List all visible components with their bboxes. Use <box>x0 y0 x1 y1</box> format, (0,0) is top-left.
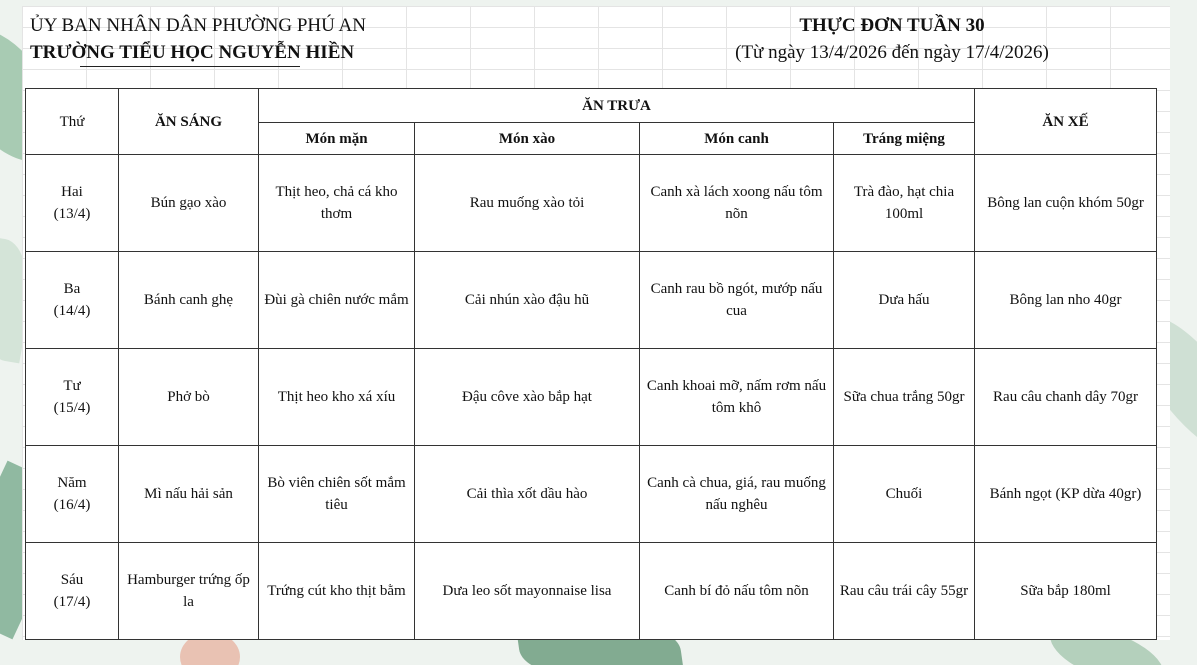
col-header-stir-fry: Món xào <box>415 123 640 155</box>
snack-cell: Bông lan nho 40gr <box>975 252 1157 349</box>
day-name: Tư <box>63 378 81 394</box>
dessert-cell: Sữa chua trắng 50gr <box>834 349 975 446</box>
table-row <box>26 252 1157 349</box>
stir-fry-cell: Cải nhún xào đậu hũ <box>415 252 640 349</box>
breakfast-cell: Phở bò <box>119 349 259 446</box>
main-dish-cell: Bò viên chiên sốt mắm tiêu <box>259 446 415 543</box>
breakfast-cell: Bánh canh ghẹ <box>119 252 259 349</box>
soup-cell: Canh rau bồ ngót, mướp nấu cua <box>640 252 834 349</box>
soup-cell: Canh xà lách xoong nấu tôm nõn <box>640 155 834 252</box>
col-header-snack: ĂN XẾ <box>975 89 1157 155</box>
col-header-lunch: ĂN TRƯA <box>259 89 975 123</box>
dessert-cell: Chuối <box>834 446 975 543</box>
snack-cell: Sữa bắp 180ml <box>975 543 1157 640</box>
org-line-1: ỦY BAN NHÂN DÂN PHƯỜNG PHÚ AN <box>30 15 366 36</box>
day-date: (15/4) <box>53 400 91 416</box>
dessert-cell: Trà đào, hạt chia 100ml <box>834 155 975 252</box>
snack-cell: Bông lan cuộn khóm 50gr <box>975 155 1157 252</box>
day-name: Năm <box>57 475 87 491</box>
menu-title-block <box>682 12 1102 66</box>
table-row <box>26 155 1157 252</box>
col-header-breakfast: ĂN SÁNG <box>119 89 259 155</box>
soup-cell: Canh cà chua, giá, rau muống nấu nghêu <box>640 446 834 543</box>
main-dish-cell: Trứng cút kho thịt bằm <box>259 543 415 640</box>
stir-fry-cell: Đậu côve xào bắp hạt <box>415 349 640 446</box>
main-dish-cell: Đùi gà chiên nước mắm <box>259 252 415 349</box>
weekly-menu-table <box>25 88 1157 640</box>
breakfast-cell: Bún gạo xào <box>119 155 259 252</box>
col-header-main: Món mặn <box>259 123 415 155</box>
day-name: Hai <box>61 184 83 200</box>
day-name: Ba <box>63 281 81 297</box>
col-header-dessert: Tráng miệng <box>834 123 975 155</box>
soup-cell: Canh khoai mỡ, nấm rơm nấu tôm khô <box>640 349 834 446</box>
main-dish-cell: Thịt heo kho xá xíu <box>259 349 415 446</box>
breakfast-cell: Mì nấu hải sản <box>119 446 259 543</box>
stir-fry-cell: Cải thìa xốt dầu hào <box>415 446 640 543</box>
spreadsheet-page <box>22 6 1170 640</box>
school-name: TRƯỜNG TIỂU HỌC NGUYỄN HIỀN <box>30 42 355 63</box>
day-name: Sáu <box>60 572 84 588</box>
day-date: (13/4) <box>53 206 91 222</box>
stir-fry-cell: Dưa leo sốt mayonnaise lisa <box>415 543 640 640</box>
day-cell <box>26 155 119 252</box>
day-date: (16/4) <box>53 497 91 513</box>
col-header-day: Thứ <box>26 89 119 155</box>
stir-fry-cell: Rau muống xào tỏi <box>415 155 640 252</box>
day-date: (14/4) <box>53 303 91 319</box>
day-cell <box>26 446 119 543</box>
breakfast-cell: Hamburger trứng ốp la <box>119 543 259 640</box>
day-cell <box>26 252 119 349</box>
dessert-cell: Dưa hấu <box>834 252 975 349</box>
table-row <box>26 349 1157 446</box>
day-cell <box>26 543 119 640</box>
date-range: (Từ ngày 13/4/2026 đến ngày 17/4/2026) <box>735 42 1049 63</box>
organization-header <box>30 12 366 66</box>
soup-cell: Canh bí đỏ nấu tôm nõn <box>640 543 834 640</box>
snack-cell: Rau câu chanh dây 70gr <box>975 349 1157 446</box>
col-header-soup: Món canh <box>640 123 834 155</box>
underline <box>80 66 300 67</box>
day-cell <box>26 349 119 446</box>
main-dish-cell: Thịt heo, chả cá kho thơm <box>259 155 415 252</box>
dessert-cell: Rau câu trái cây 55gr <box>834 543 975 640</box>
menu-title: THỰC ĐƠN TUẦN 30 <box>799 15 985 36</box>
table-row <box>26 446 1157 543</box>
day-date: (17/4) <box>53 594 91 610</box>
snack-cell: Bánh ngọt (KP dừa 40gr) <box>975 446 1157 543</box>
table-row <box>26 543 1157 640</box>
